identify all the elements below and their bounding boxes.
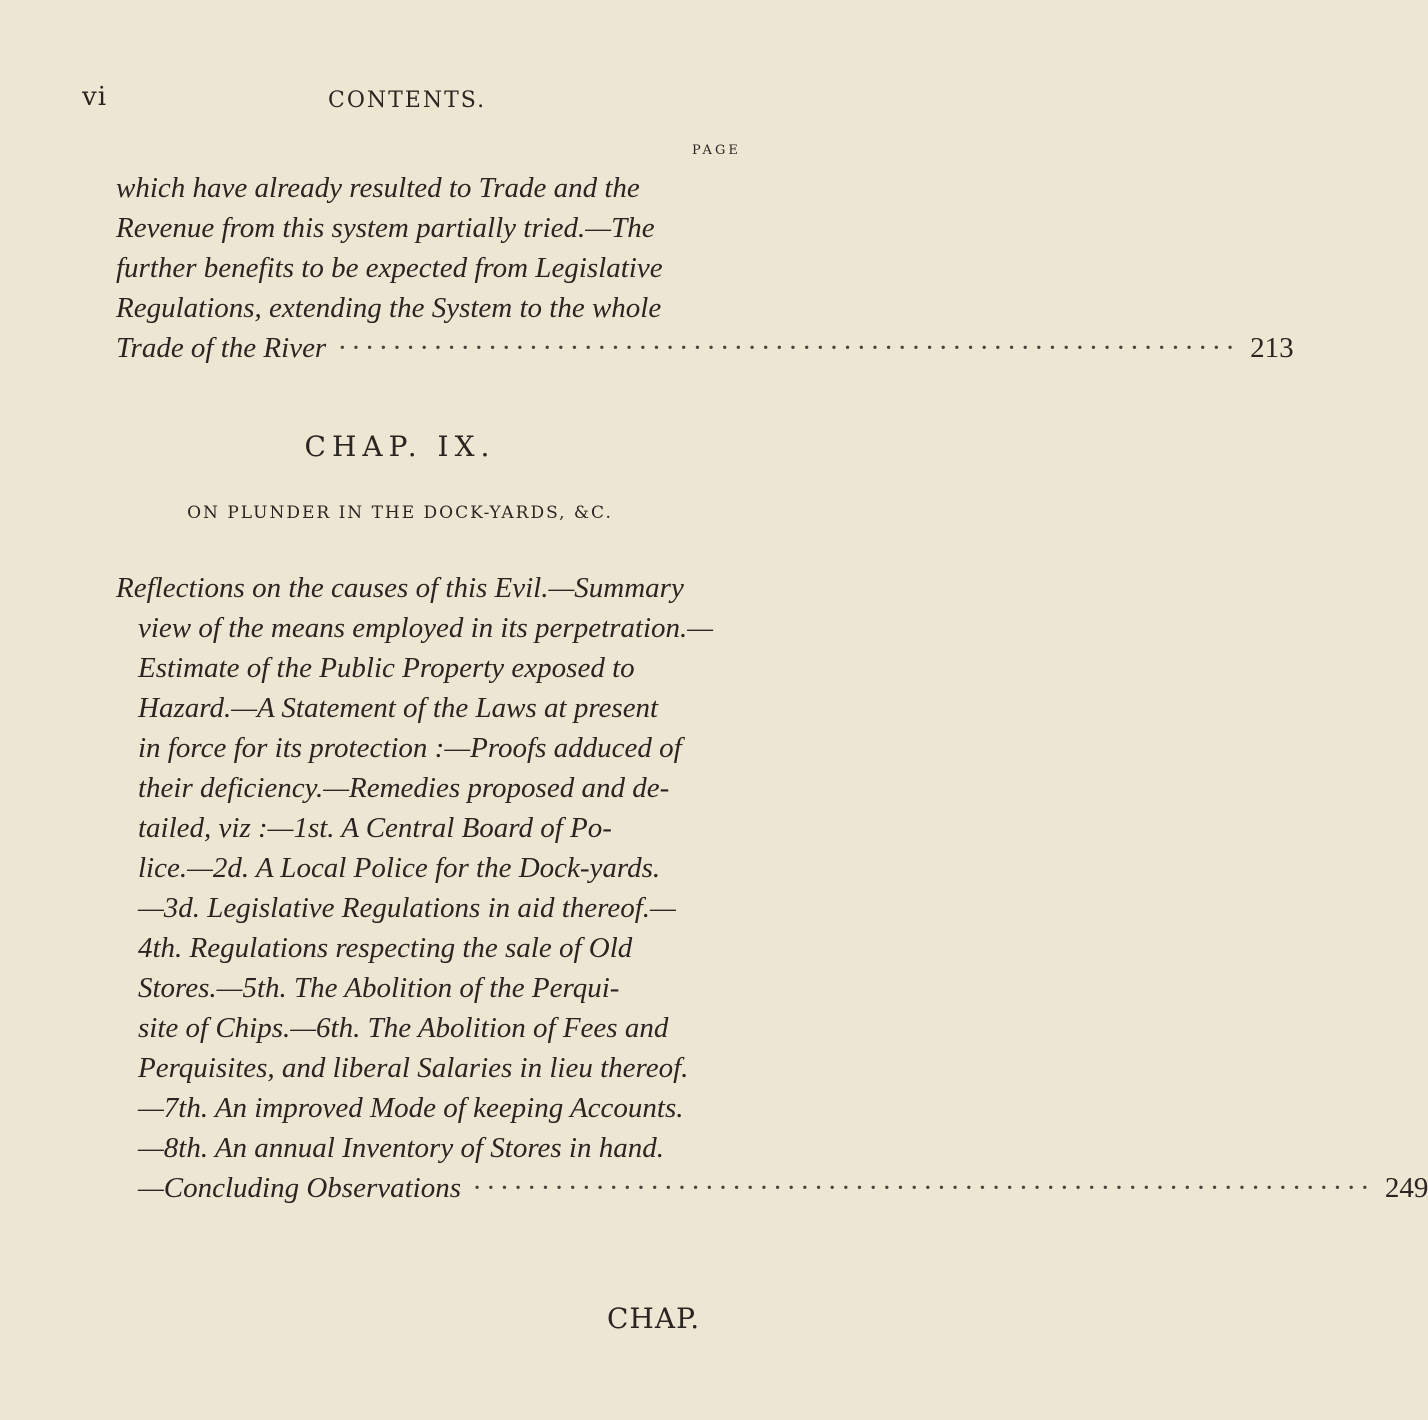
summary-line: tailed, viz :—1st. A Central Board of Po- xyxy=(138,812,612,844)
entry-line: Trade of the River xyxy=(116,332,327,364)
summary-line: view of the means employed in its perpetration.— xyxy=(138,612,714,644)
page-number: 213 xyxy=(1250,332,1294,364)
summary-line: —8th. An annual Inventory of Stores in hand. xyxy=(138,1132,664,1164)
summary-line: site of Chips.—6th. The Abolition of Fees and xyxy=(138,1012,669,1044)
summary-line: Perquisites, and liberal Salaries in lieu thereof. xyxy=(138,1052,689,1084)
folio-number: vi xyxy=(82,82,108,112)
catchword: CHAP. xyxy=(607,1302,701,1335)
entry-line: further benefits to be expected from Legislative xyxy=(116,252,663,284)
summary-final-line xyxy=(116,1168,1428,1208)
summary-line: —3d. Legislative Regulations in aid thereof.— xyxy=(138,892,676,924)
dot-leader: ·································································· xyxy=(337,332,1239,364)
entry-line: Revenue from this system partially tried.—The xyxy=(116,212,655,244)
summary-line: Hazard.—A Statement of the Laws at present xyxy=(138,692,659,724)
summary-line: in force for its protection :—Proofs adduced of xyxy=(138,732,682,764)
chapter-subtitle: ON PLUNDER IN THE DOCK-YARDS, &C. xyxy=(187,503,613,523)
dot-leader: ·································································· xyxy=(472,1172,1374,1204)
summary-line: 4th. Regulations respecting the sale of Old xyxy=(138,932,633,964)
chapter-summary xyxy=(116,568,1428,1208)
continued-entry xyxy=(116,168,1294,368)
entry-line: which have already resulted to Trade and the xyxy=(116,172,640,204)
summary-line: Stores.—5th. The Abolition of the Perqui- xyxy=(138,972,620,1004)
summary-line: —7th. An improved Mode of keeping Accounts. xyxy=(138,1092,684,1124)
summary-line: Estimate of the Public Property exposed to xyxy=(138,652,635,684)
summary-line: lice.—2d. A Local Police for the Dock-yards. xyxy=(138,852,661,884)
page-column-label: PAGE xyxy=(692,143,741,158)
running-head: CONTENTS. xyxy=(328,88,487,113)
summary-line: Reflections on the causes of this Evil.—Summary xyxy=(116,572,684,604)
page-number: 249 xyxy=(1384,1172,1428,1204)
summary-line: —Concluding Observations xyxy=(138,1172,462,1204)
summary-line: their deficiency.—Remedies proposed and de- xyxy=(138,772,670,804)
entry-final-line xyxy=(116,328,1294,368)
entry-line: Regulations, extending the System to the whole xyxy=(116,292,662,324)
chapter-heading: CHAP. IX. xyxy=(304,430,496,463)
